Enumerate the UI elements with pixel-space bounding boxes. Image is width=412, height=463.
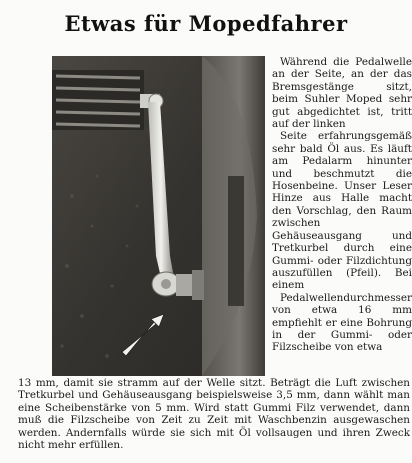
- moped-pedal-crank-photo: [52, 56, 265, 376]
- paragraph-oil-leak: Seite erfahrungsgemäß sehr bald Öl aus. Es läuft am Pedalarm hinunter und beschmutzt die Hosenbeine. Unser Leser Hinze aus Halle macht den Vorschlag, den Raum zwischen Gehäuseausgang und Tretkurbel durch eine Gummi- oder Filzdichtung auszufüllen (Pfeil). Bei einem: [272, 130, 412, 292]
- article-title: Etwas für Mopedfahrer: [64, 11, 348, 36]
- paragraph-diameter: Pedalwellendurchmesser von etwa 16 mm empfiehlt er eine Bohrung in der Gummi- oder Filzscheibe von etwa: [272, 291, 412, 354]
- article-body: [6, 44, 412, 457]
- paragraph-conclusion: 13 mm, damit sie stramm auf der Welle sitzt. Beträgt die Luft zwischen Tretkurbel und Gehäuseausgang beispielsweise 3,5 mm, dann wählt man eine Scheibenstärke von 5 mm. Wird statt Gummi Filz verwendet, dann muß die Filzscheibe von Zeit zu Zeit mit Waschbenzin ausgewaschen werden. Andernfalls würde sie sich mit Öl vollsaugen und ihren Zweck nicht mehr erfüllen.: [18, 377, 410, 452]
- article-column: [272, 56, 412, 354]
- moped-pedal-photo: [52, 56, 265, 376]
- paragraph-intro: Während die Pedalwelle an der Seite, an der das Bremsgestänge sitzt, beim Suhler Moped sehr gut abgedichtet ist, tritt auf der linken: [272, 56, 412, 131]
